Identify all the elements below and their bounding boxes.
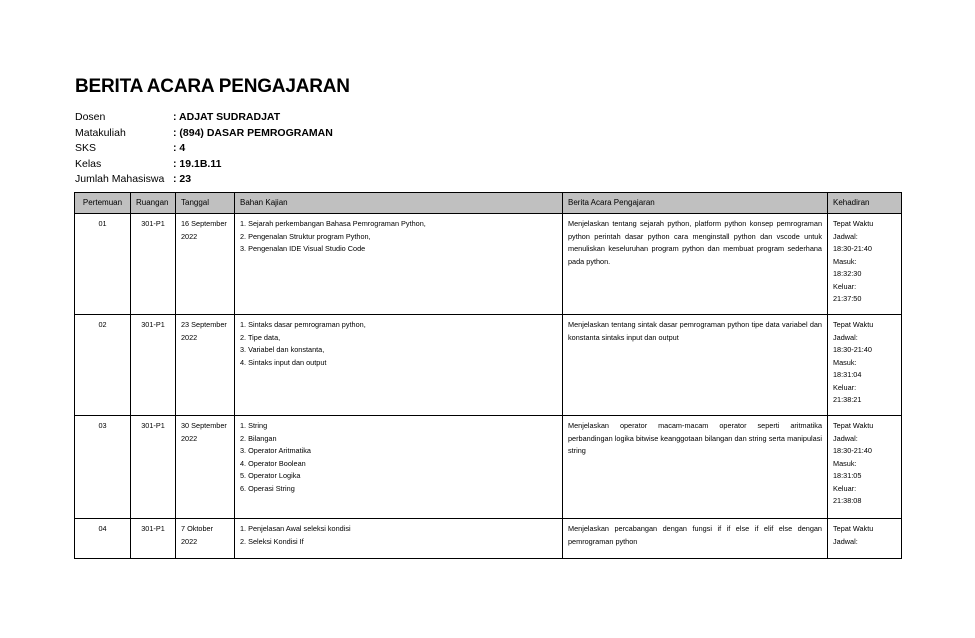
cell-bahan-kajian (235, 214, 563, 315)
header-pertemuan: Pertemuan (75, 193, 131, 214)
kehadiran-line: Keluar: (833, 483, 857, 493)
document-title: BERITA ACARA PENGAJARAN (75, 76, 350, 97)
header-bahan-kajian: Bahan Kajian (235, 193, 563, 214)
meta-row-kelas (75, 157, 333, 173)
header-kehadiran: Kehadiran (828, 193, 902, 214)
meta-row-sks (75, 141, 333, 157)
kehadiran-line: Masuk: (833, 458, 857, 468)
bahan-item: 2. Tipe data, (240, 332, 281, 342)
kehadiran-line: 21:38:08 (833, 496, 862, 505)
header-ruangan: Ruangan (131, 193, 176, 214)
cell-ruangan: 301-P1 (131, 315, 176, 416)
table-row (75, 519, 902, 559)
meta-value: : (894) DASAR PEMROGRAMAN (173, 126, 333, 139)
meta-value: : ADJAT SUDRADJAT (173, 111, 281, 123)
meta-row-matakuliah (75, 126, 333, 142)
cell-berita-acara: Menjelaskan operator macam-macam operator seperti aritmatika perbandingan logika bitwise keanggotaan bilangan dan string serta manipulasi string (563, 416, 828, 519)
bahan-item: 1. Penjelasan Awal seleksi kondisi (240, 524, 351, 533)
kehadiran-line: 18:32:30 (833, 269, 862, 278)
kehadiran-status: Tepat Waktu (833, 524, 874, 533)
cell-berita-acara: Menjelaskan tentang sejarah python, platform python konsep pemrograman python perintah dasar python cara menginstall python dan vscode untuk menuliskan keseluruhan program python dan membuat program sederhana pada python. (563, 214, 828, 315)
kehadiran-line: Jadwal: (833, 332, 858, 342)
bahan-item: 1. Sintaks dasar pemrograman python, (240, 320, 366, 329)
kehadiran-line: Masuk: (833, 357, 857, 367)
cell-berita-acara: Menjelaskan tentang sintak dasar pemrograman python tipe data variabel dan konstanta sintaks input dan output (563, 315, 828, 416)
cell-kehadiran (828, 416, 902, 519)
bahan-item: 2. Bilangan (240, 433, 277, 443)
bahan-item: 4. Sintaks input dan output (240, 357, 327, 367)
bahan-item: 1. Sejarah perkembangan Bahasa Pemrograman Python, (240, 219, 426, 228)
kehadiran-line: 18:30-21:40 (833, 446, 872, 455)
cell-tanggal: 16 September 2022 (176, 214, 235, 315)
cell-pertemuan: 02 (75, 315, 131, 416)
kehadiran-line: 18:30-21:40 (833, 345, 872, 354)
cell-kehadiran (828, 315, 902, 416)
cell-bahan-kajian (235, 315, 563, 416)
document-meta (75, 110, 333, 188)
cell-tanggal: 23 September 2022 (176, 315, 235, 416)
kehadiran-status: Tepat Waktu (833, 320, 874, 329)
meta-label: Dosen (75, 111, 106, 123)
cell-ruangan: 301-P1 (131, 519, 176, 559)
bahan-item: 3. Pengenalan IDE Visual Studio Code (240, 244, 366, 253)
cell-tanggal: 30 September 2022 (176, 416, 235, 519)
kehadiran-line: Keluar: (833, 281, 857, 291)
cell-berita-acara: Menjelaskan percabangan dengan fungsi if if else if elif else dengan pemrograman python (563, 519, 828, 559)
cell-pertemuan: 04 (75, 519, 131, 559)
bahan-item: 1. String (240, 421, 268, 430)
kehadiran-line: 18:30-21:40 (833, 244, 872, 253)
table-header-row (75, 193, 902, 214)
cell-bahan-kajian (235, 519, 563, 559)
header-berita-acara: Berita Acara Pengajaran (563, 193, 828, 214)
cell-bahan-kajian (235, 416, 563, 519)
cell-tanggal: 7 Oktober 2022 (176, 519, 235, 559)
kehadiran-status: Tepat Waktu (833, 421, 874, 430)
cell-kehadiran (828, 214, 902, 315)
bahan-item: 4. Operator Boolean (240, 458, 306, 468)
cell-kehadiran (828, 519, 902, 559)
table-row (75, 315, 902, 416)
meta-row-jumlah-mahasiswa (75, 172, 333, 188)
kehadiran-line: 21:37:50 (833, 294, 862, 303)
bahan-item: 6. Operasi String (240, 483, 295, 493)
bahan-item: 5. Operator Logika (240, 471, 301, 480)
kehadiran-line: 21:38:21 (833, 395, 862, 404)
kehadiran-status: Tepat Waktu (833, 219, 874, 228)
kehadiran-line: 18:31:04 (833, 370, 862, 379)
bahan-item: 2. Seleksi Kondisi If (240, 536, 304, 546)
meta-row-dosen (75, 110, 333, 126)
bahan-item: 2. Pengenalan Struktur program Python, (240, 231, 371, 241)
kehadiran-line: Keluar: (833, 382, 857, 392)
kehadiran-line: Jadwal: (833, 231, 858, 241)
attendance-table (74, 192, 902, 559)
cell-ruangan: 301-P1 (131, 214, 176, 315)
meta-label: Kelas (75, 157, 102, 170)
cell-pertemuan: 01 (75, 214, 131, 315)
meta-value: : 4 (173, 142, 186, 154)
kehadiran-line: Masuk: (833, 256, 857, 266)
cell-pertemuan: 03 (75, 416, 131, 519)
bahan-item: 3. Operator Aritmatika (240, 446, 311, 455)
kehadiran-line: Jadwal: (833, 536, 858, 546)
kehadiran-line: 18:31:05 (833, 471, 862, 480)
meta-value: : 23 (173, 173, 192, 185)
kehadiran-line: Jadwal: (833, 433, 858, 443)
bahan-item: 3. Variabel dan konstanta, (240, 345, 325, 354)
header-tanggal: Tanggal (176, 193, 235, 214)
table-row (75, 416, 902, 519)
meta-value: : 19.1B.11 (173, 157, 222, 170)
meta-label: Matakuliah (75, 126, 126, 139)
cell-ruangan: 301-P1 (131, 416, 176, 519)
meta-label: SKS (75, 142, 97, 154)
table-row (75, 214, 902, 315)
meta-label: Jumlah Mahasiswa (75, 173, 165, 185)
